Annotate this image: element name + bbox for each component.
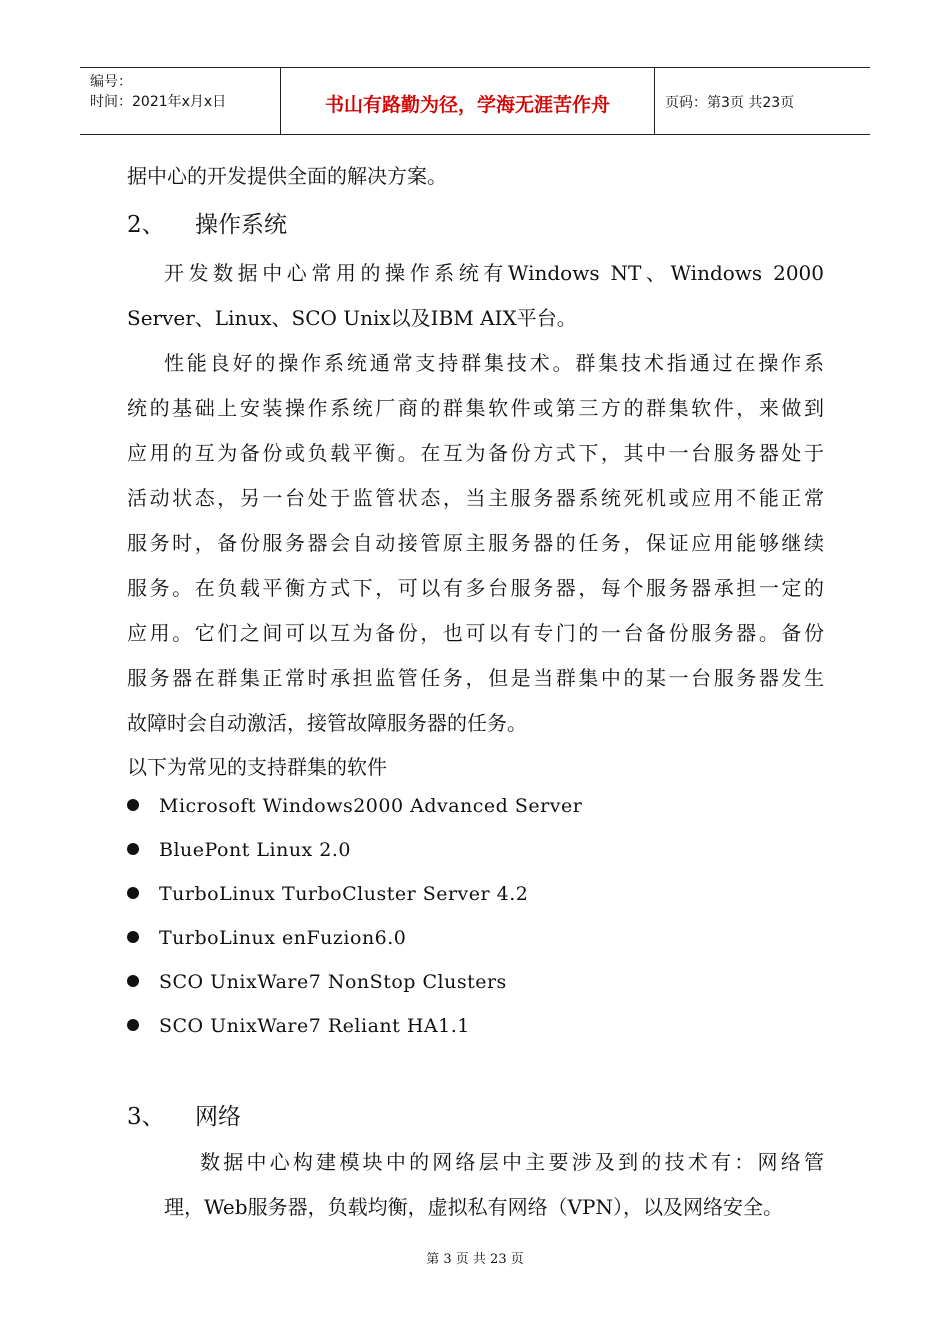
time-label: 时间：2021年x月x日 [90,94,227,110]
intro-line: 据中心的开发提供全面的解决方案。 [127,164,447,188]
list-item [127,883,528,905]
paragraph-line: 数据中心构建模块中的网络层中主要涉及到的技术有：网络管 [200,1150,824,1174]
section-number: 2、 [127,212,165,238]
paragraph-line: 活动状态，另一台处于监管状态，当主服务器系统死机或应用不能正常 [127,486,824,510]
list-item [127,839,351,861]
section-number: 3、 [127,1104,165,1130]
software-name: SCO UnixWare7 NonStop Clusters [159,971,507,993]
paragraph-line: Server、Linux、SCO Unix以及IBM AIX平台。 [127,306,577,330]
paragraph-line: 应用。它们之间可以互为备份，也可以有专门的一台备份服务器。备份 [127,621,824,645]
paragraph-line: 性能良好的操作系统通常支持群集技术。群集技术指通过在操作系 [164,351,824,375]
header-motto: 书山有路勤为径，学海无涯苦作舟 [281,68,655,134]
section-title: 网络 [195,1104,241,1130]
list-item [127,971,507,993]
bullet-icon [127,843,139,855]
software-name: SCO UnixWare7 Reliant HA1.1 [159,1015,470,1037]
software-name: BluePont Linux 2.0 [159,839,352,861]
header-page-info: 页码：第3页 共23页 [665,95,795,111]
paragraph-line: 故障时会自动激活，接管故障服务器的任务。 [127,711,527,735]
paragraph-line: 统的基础上安装操作系统厂商的群集软件或第三方的群集软件，来做到 [127,396,824,420]
bullet-icon [127,887,139,899]
header-meta [80,68,281,134]
bullet-icon [127,799,139,811]
list-item [127,927,406,949]
software-name: TurboLinux enFuzion6.0 [159,927,407,949]
paragraph-line: 服务器在群集正常时承担监管任务，但是当群集中的某一台服务器发生 [127,666,824,690]
paragraph-line: 服务时，备份服务器会自动接管原主服务器的任务，保证应用能够继续 [127,531,824,555]
bullet-icon [127,931,139,943]
paragraph-line: 应用的互为备份或负载平衡。在互为备份方式下，其中一台服务器处于 [127,441,824,465]
bullet-icon [127,975,139,987]
section-heading-os [127,206,287,239]
paragraph-line: 开发数据中心常用的操作系统有Windows NT、Windows 2000 [164,261,824,285]
page-footer: 第 3 页 共 23 页 [426,1252,524,1267]
paragraph-line: 理，Web服务器，负载均衡，虚拟私有网络（VPN），以及网络安全。 [164,1195,783,1219]
document-header [80,67,870,135]
bullet-icon [127,1019,139,1031]
software-name: Microsoft Windows2000 Advanced Server [159,795,583,817]
section-heading-network [127,1098,241,1131]
software-name: TurboLinux TurboCluster Server 4.2 [159,883,529,905]
number-label: 编号： [90,74,132,90]
list-item [127,1015,470,1037]
section-title: 操作系统 [195,212,287,238]
paragraph-line: 服务。在负载平衡方式下，可以有多台服务器，每个服务器承担一定的 [127,576,824,600]
list-item [127,795,582,817]
list-intro: 以下为常见的支持群集的软件 [127,755,387,779]
